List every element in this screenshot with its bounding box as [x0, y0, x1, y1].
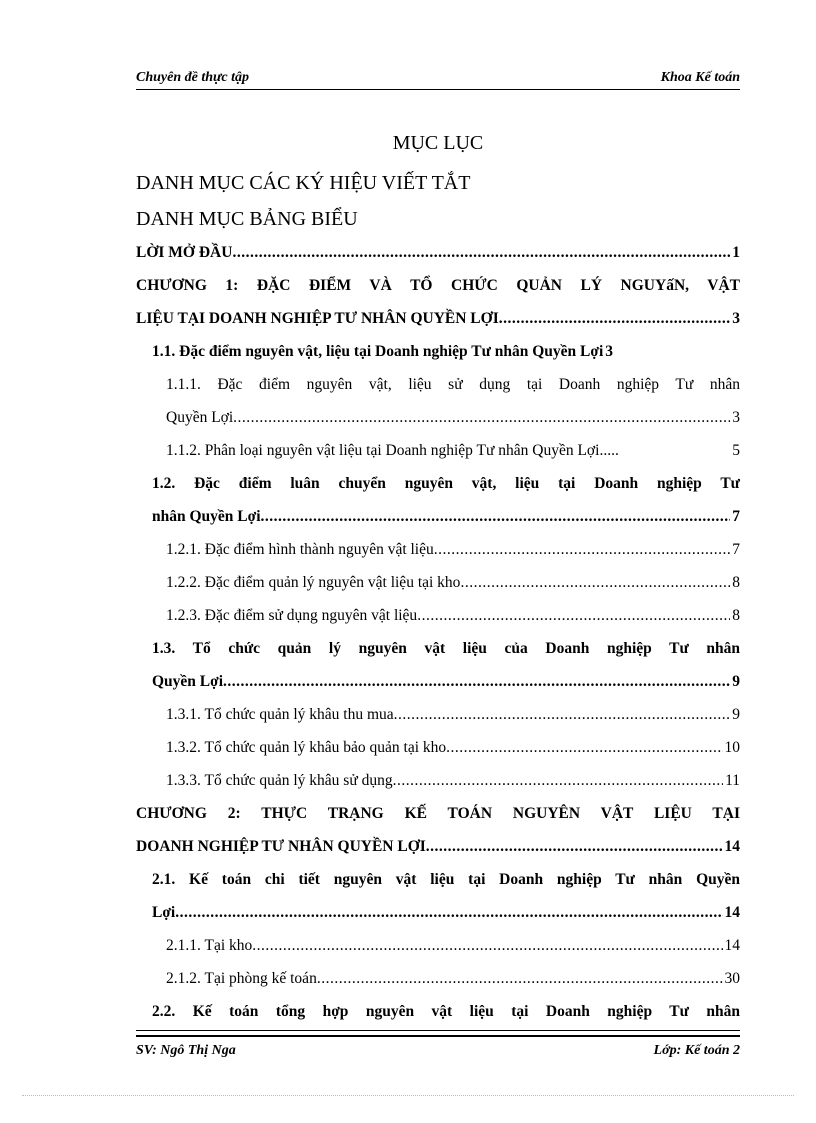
toc-entry-1-3[interactable]: Quyền Lợi ..... 9 [152, 673, 740, 691]
toc-entry-2-1-2[interactable]: 2.1.2. Tại phòng kế toán ..... 30 [166, 970, 740, 988]
toc-entry-2-1-line1[interactable]: 2.1. Kế toán chi tiết nguyên vật liệu tại Doanh nghiệp Tư nhân Quyền [152, 871, 740, 888]
toc-entry-1-2-line1[interactable]: 1.2. Đặc điểm luân chuyển nguyên vật, liệu tại Doanh nghiệp Tư [152, 475, 740, 492]
header-right: Khoa Kế toán [660, 70, 740, 85]
toc-entry-1-2-1[interactable]: 1.2.1. Đặc điểm hình thành nguyên vật liệu ..... 7 [166, 541, 740, 559]
toc-entry-chapter1-line1[interactable]: CHƯƠNG 1: ĐẶC ĐIỂM VÀ TỔ CHỨC QUẢN LÝ NGUYấN, VẬT [136, 277, 740, 294]
toc-entry-1-3-line1[interactable]: 1.3. Tổ chức quản lý nguyên vật liệu của Doanh nghiệp Tư nhân [152, 640, 740, 657]
heading-abbreviations: DANH MỤC CÁC KÝ HIỆU VIẾT TẮT [136, 172, 471, 194]
header-rule [136, 89, 740, 90]
toc-entry-intro[interactable]: LỜI MỞ ĐẦU ..... 1 [136, 244, 740, 262]
heading-tables: DANH MỤC BẢNG BIỂU [136, 208, 358, 230]
page-title: MỤC LỤC [392, 132, 484, 154]
header-left: Chuyên đề thực tập [136, 70, 250, 85]
toc-entry-2-2-line1[interactable]: 2.2. Kế toán tổng hợp nguyên vật liệu tại Doanh nghiệp Tư nhân [152, 1003, 740, 1020]
toc-entry-1-3-2[interactable]: 1.3.2. Tổ chức quản lý khâu bảo quản tại kho ..... 10 [166, 739, 740, 757]
toc-entry-1-2[interactable]: nhân Quyền Lợi ..... 7 [152, 508, 740, 526]
toc-entry-chapter2[interactable]: DOANH NGHIỆP TƯ NHÂN QUYỀN LỢI ..... 14 [136, 838, 740, 856]
toc-entry-1-1[interactable]: 1.1. Đặc điểm nguyên vật, liệu tại Doanh nghiệp Tư nhân Quyền Lợi 3 [152, 343, 614, 360]
toc-entry-1-1-2[interactable]: 1.1.2. Phân loại nguyên vật liệu tại Doanh nghiệp Tư nhân Quyền Lợi..... 5 [166, 442, 740, 459]
toc-entry-1-1-1[interactable]: Quyền Lợi ..... 3 [166, 409, 740, 427]
footer-rule-thick [136, 1035, 740, 1037]
page-header [136, 68, 740, 90]
toc-entry-2-1-1[interactable]: 2.1.1. Tại kho ..... 14 [166, 937, 740, 955]
toc-entry-1-1-1-line1[interactable]: 1.1.1. Đặc điểm nguyên vật, liệu sử dụng tại Doanh nghiệp Tư nhân [166, 376, 740, 393]
footer-rule-thin [136, 1030, 740, 1031]
page-boundary [22, 1095, 794, 1096]
toc-entry-1-2-3[interactable]: 1.2.3. Đặc điểm sử dụng nguyên vật liệu ..... 8 [166, 607, 740, 625]
toc-entry-2-1[interactable]: Lợi ..... 14 [152, 904, 740, 922]
toc-entry-1-3-1[interactable]: 1.3.1. Tổ chức quản lý khâu thu mua ..... 9 [166, 706, 740, 724]
toc-entry-1-3-3[interactable]: 1.3.3. Tổ chức quản lý khâu sử dụng ..... 11 [166, 772, 740, 790]
toc-entry-chapter2-line1[interactable]: CHƯƠNG 2: THỰC TRẠNG KẾ TOÁN NGUYÊN VẬT LIỆU TẠI [136, 805, 740, 822]
footer-left: SV: Ngô Thị Nga [136, 1043, 236, 1058]
toc-entry-chapter1[interactable]: LIỆU TẠI DOANH NGHIỆP TƯ NHÂN QUYỀN LỢI ..... 3 [136, 310, 740, 328]
page-footer [136, 1043, 740, 1063]
toc-entry-1-2-2[interactable]: 1.2.2. Đặc điểm quản lý nguyên vật liệu tại kho ..... 8 [166, 574, 740, 592]
footer-right: Lớp: Kế toán 2 [653, 1043, 740, 1058]
